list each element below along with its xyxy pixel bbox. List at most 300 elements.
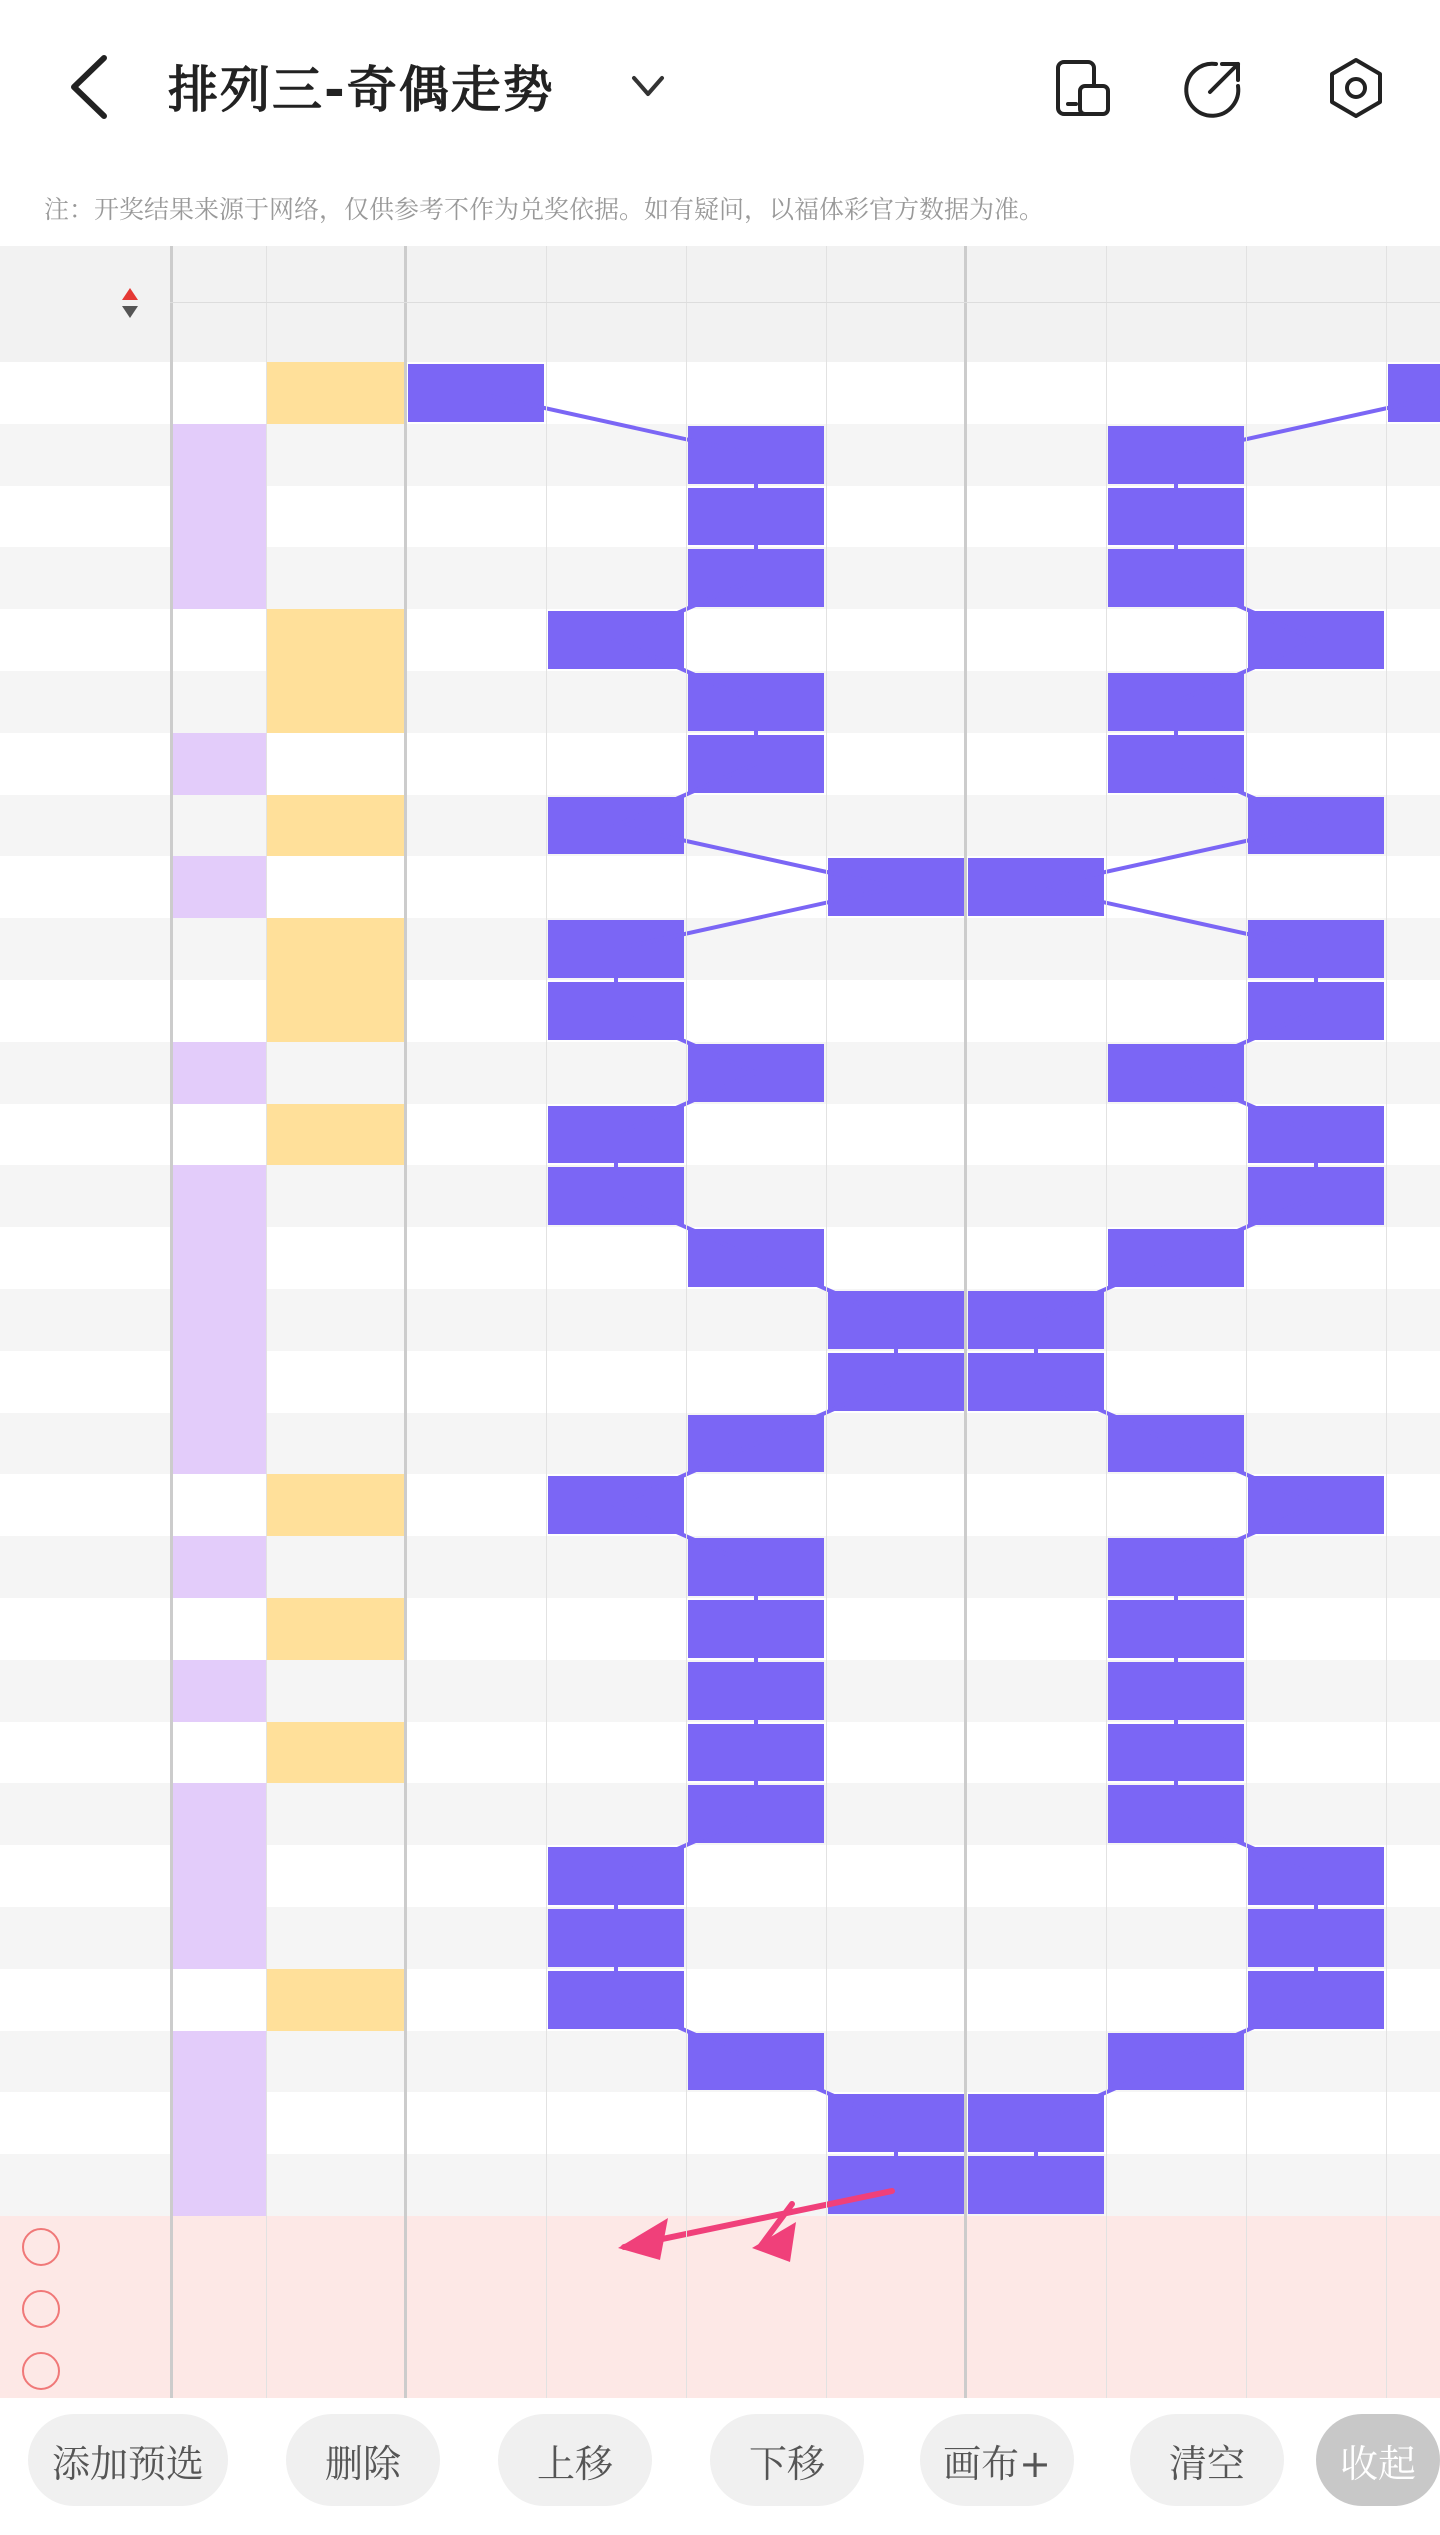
select-option[interactable] — [170, 2278, 266, 2340]
table-cell — [406, 1969, 546, 2031]
table-cell — [1106, 609, 1246, 671]
table-cell — [1246, 362, 1386, 424]
select-option[interactable] — [546, 2340, 686, 2398]
table-cell — [170, 671, 266, 733]
table-cell — [548, 797, 684, 855]
column-divider — [546, 246, 547, 2398]
table-cell — [170, 856, 266, 918]
period-cell — [0, 1351, 170, 1413]
table-cell — [1386, 1042, 1440, 1104]
table-cell — [406, 1413, 546, 1475]
table-cell — [546, 1351, 686, 1413]
table-cell — [1386, 1969, 1440, 2031]
table-cell — [546, 1289, 686, 1351]
period-cell — [0, 362, 170, 424]
table-cell — [170, 980, 266, 1042]
table-cell — [1386, 980, 1440, 1042]
table-cell — [1108, 1724, 1244, 1782]
table-cell — [1246, 1289, 1386, 1351]
share-icon[interactable] — [1182, 56, 1246, 120]
table-cell — [170, 1042, 266, 1104]
table-cell — [1108, 549, 1244, 607]
select-option[interactable] — [686, 2340, 826, 2398]
period-cell — [0, 1845, 170, 1907]
period-cell — [0, 856, 170, 918]
table-cell — [1108, 2033, 1244, 2091]
table-cell — [1386, 733, 1440, 795]
table-cell — [966, 424, 1106, 486]
table-cell — [826, 1227, 966, 1289]
table-cell — [1386, 1660, 1440, 1722]
table-cell — [408, 364, 544, 422]
trend-chart — [0, 246, 1440, 2398]
table-cell — [1246, 1227, 1386, 1289]
table-cell — [688, 2033, 824, 2091]
table-cell — [266, 671, 406, 733]
app-header — [0, 0, 1440, 224]
select-option[interactable] — [686, 2216, 826, 2278]
table-cell — [1386, 1351, 1440, 1413]
table-cell — [406, 1474, 546, 1536]
table-cell — [688, 1415, 824, 1473]
column-divider — [1246, 246, 1247, 2398]
table-cell — [406, 424, 546, 486]
table-cell — [1386, 856, 1440, 918]
table-cell — [170, 1289, 266, 1351]
column-header — [170, 302, 266, 362]
table-cell — [1386, 1783, 1440, 1845]
table-cell — [546, 1783, 686, 1845]
select-option[interactable] — [406, 2340, 546, 2398]
table-cell — [688, 1724, 824, 1782]
period-cell — [0, 980, 170, 1042]
back-icon[interactable] — [60, 52, 120, 122]
table-cell — [1106, 1907, 1246, 1969]
table-cell — [1246, 1536, 1386, 1598]
table-cell — [1386, 1907, 1440, 1969]
table-cell — [1386, 1413, 1440, 1475]
table-cell — [826, 795, 966, 857]
table-cell — [546, 1413, 686, 1475]
table-cell — [686, 1907, 826, 1969]
table-cell — [828, 2156, 964, 2214]
table-cell — [968, 2156, 1104, 2214]
table-cell — [266, 980, 406, 1042]
period-cell — [0, 2154, 170, 2216]
table-cell — [546, 856, 686, 918]
table-cell — [266, 609, 406, 671]
table-cell — [826, 1722, 966, 1784]
select-label[interactable] — [70, 2278, 160, 2340]
disclaimer-note: 注：开奖结果来源于网络，仅供参考不作为兑奖依据。如有疑问，以福体彩官方数据为准。 — [44, 195, 1045, 224]
period-cell — [0, 424, 170, 486]
table-cell — [688, 1600, 824, 1658]
table-cell — [266, 1907, 406, 1969]
table-cell — [1386, 2031, 1440, 2093]
column-header — [546, 302, 686, 362]
period-cell — [0, 733, 170, 795]
select-option[interactable] — [266, 2216, 406, 2278]
table-cell — [170, 733, 266, 795]
select-radio-icon[interactable] — [22, 2290, 60, 2328]
column-header — [266, 302, 406, 362]
table-cell — [966, 1845, 1106, 1907]
table-cell — [686, 980, 826, 1042]
table-cell — [966, 1722, 1106, 1784]
table-cell — [548, 1106, 684, 1164]
table-cell — [968, 858, 1104, 916]
table-cell — [546, 424, 686, 486]
table-cell — [170, 547, 266, 609]
select-option[interactable] — [266, 2340, 406, 2398]
table-cell — [1108, 1044, 1244, 1102]
select-option[interactable] — [546, 2216, 686, 2278]
select-option[interactable] — [266, 2278, 406, 2340]
table-cell — [546, 1536, 686, 1598]
table-cell — [170, 1845, 266, 1907]
table-cell — [170, 609, 266, 671]
table-cell — [266, 1474, 406, 1536]
table-cell — [406, 2154, 546, 2216]
table-cell — [266, 1042, 406, 1104]
table-cell — [266, 1104, 406, 1166]
column-divider — [826, 246, 827, 2398]
table-cell — [170, 1165, 266, 1227]
table-cell — [170, 362, 266, 424]
table-cell — [266, 1845, 406, 1907]
table-cell — [1106, 856, 1246, 918]
column-header — [826, 302, 966, 362]
table-cell — [826, 1845, 966, 1907]
table-cell — [1106, 1104, 1246, 1166]
table-cell — [546, 1042, 686, 1104]
table-cell — [686, 1474, 826, 1536]
table-cell — [826, 362, 966, 424]
table-cell — [170, 1598, 266, 1660]
table-cell — [686, 856, 826, 918]
table-cell — [688, 1785, 824, 1843]
period-cell — [0, 918, 170, 980]
table-cell — [1386, 1722, 1440, 1784]
table-cell — [170, 2092, 266, 2154]
table-cell — [826, 1536, 966, 1598]
settings-icon[interactable] — [1324, 56, 1388, 120]
table-cell — [686, 609, 826, 671]
collapse-button[interactable]: 收起 — [1316, 2414, 1440, 2506]
group-divider — [170, 246, 173, 2398]
clear-button[interactable]: 清空 — [1130, 2414, 1284, 2506]
table-cell — [826, 1969, 966, 2031]
table-cell — [686, 1104, 826, 1166]
table-cell — [266, 1165, 406, 1227]
table-cell — [966, 547, 1106, 609]
phone-rotate-icon[interactable] — [1050, 56, 1114, 120]
period-cell — [0, 1536, 170, 1598]
period-cell — [0, 1907, 170, 1969]
table-cell — [1386, 1165, 1440, 1227]
table-cell — [1248, 982, 1384, 1040]
delete-button[interactable]: 删除 — [286, 2414, 440, 2506]
page-title[interactable]: 排列三-奇偶走势 — [168, 61, 555, 119]
table-cell — [406, 547, 546, 609]
table-cell — [1246, 424, 1386, 486]
table-cell — [688, 735, 824, 793]
group-divider — [964, 246, 967, 2398]
select-option[interactable] — [966, 2278, 1106, 2340]
table-cell — [966, 1413, 1106, 1475]
table-cell — [170, 918, 266, 980]
table-cell — [406, 2092, 546, 2154]
table-cell — [170, 1660, 266, 1722]
table-cell — [966, 1474, 1106, 1536]
select-option[interactable] — [1386, 2340, 1440, 2398]
period-cell — [0, 1104, 170, 1166]
column-divider — [686, 246, 687, 2398]
table-cell — [1386, 609, 1440, 671]
table-cell — [266, 795, 406, 857]
select-option[interactable] — [406, 2216, 546, 2278]
table-cell — [686, 918, 826, 980]
select-option[interactable] — [1386, 2216, 1440, 2278]
table-cell — [1386, 424, 1440, 486]
table-cell — [1248, 1971, 1384, 2029]
table-cell — [826, 1907, 966, 1969]
table-cell — [170, 1969, 266, 2031]
select-label[interactable] — [70, 2340, 160, 2398]
table-cell — [1246, 1042, 1386, 1104]
table-cell — [406, 1227, 546, 1289]
table-cell — [266, 733, 406, 795]
table-cell — [966, 1969, 1106, 2031]
table-cell — [406, 1104, 546, 1166]
column-header — [1106, 302, 1246, 362]
table-cell — [266, 2154, 406, 2216]
period-cell — [0, 1598, 170, 1660]
select-option[interactable] — [170, 2340, 266, 2398]
table-cell — [406, 1351, 546, 1413]
select-option[interactable] — [1246, 2278, 1386, 2340]
select-label[interactable] — [70, 2216, 160, 2278]
period-cell — [0, 2092, 170, 2154]
table-cell — [966, 486, 1106, 548]
period-cell — [0, 486, 170, 548]
table-cell — [406, 1845, 546, 1907]
table-cell — [266, 547, 406, 609]
table-cell — [266, 1227, 406, 1289]
table-cell — [686, 1165, 826, 1227]
table-cell — [1246, 1598, 1386, 1660]
table-cell — [1108, 426, 1244, 484]
period-cell — [0, 1165, 170, 1227]
column-header — [406, 302, 546, 362]
table-cell — [406, 795, 546, 857]
table-cell — [828, 858, 964, 916]
table-cell — [1246, 2092, 1386, 2154]
column-header — [1246, 302, 1386, 362]
table-cell — [548, 1909, 684, 1967]
table-cell — [826, 918, 966, 980]
select-option[interactable] — [406, 2278, 546, 2340]
table-cell — [266, 486, 406, 548]
table-cell — [1386, 1104, 1440, 1166]
chevron-down-icon[interactable] — [628, 66, 668, 106]
table-cell — [546, 2031, 686, 2093]
table-cell — [966, 1660, 1106, 1722]
table-cell — [686, 362, 826, 424]
table-cell — [1106, 1474, 1246, 1536]
table-cell — [1248, 1167, 1384, 1225]
select-option[interactable] — [826, 2216, 966, 2278]
select-option[interactable] — [1106, 2216, 1246, 2278]
table-cell — [406, 609, 546, 671]
table-cell — [266, 1783, 406, 1845]
table-cell — [1106, 1351, 1246, 1413]
select-radio-icon[interactable] — [22, 2228, 60, 2266]
period-cell — [0, 795, 170, 857]
table-cell — [406, 1907, 546, 1969]
period-cell — [0, 1227, 170, 1289]
select-option[interactable] — [1246, 2216, 1386, 2278]
move-up-button[interactable]: 上移 — [498, 2414, 652, 2506]
table-cell — [1246, 1783, 1386, 1845]
select-option[interactable] — [170, 2216, 266, 2278]
period-cell — [0, 1474, 170, 1536]
period-cell — [0, 609, 170, 671]
table-cell — [686, 795, 826, 857]
add-preselect-button[interactable]: 添加预选 — [28, 2414, 228, 2506]
table-cell — [688, 1229, 824, 1287]
table-cell — [1106, 980, 1246, 1042]
period-cell — [0, 1969, 170, 2031]
select-option[interactable] — [966, 2216, 1106, 2278]
table-cell — [1106, 362, 1246, 424]
table-cell — [1106, 1165, 1246, 1227]
table-cell — [1106, 1845, 1246, 1907]
table-cell — [546, 547, 686, 609]
table-cell — [406, 1598, 546, 1660]
period-cell — [0, 1722, 170, 1784]
table-cell — [826, 1598, 966, 1660]
table-cell — [688, 488, 824, 546]
table-cell — [826, 1165, 966, 1227]
table-cell — [266, 1598, 406, 1660]
table-cell — [1246, 2154, 1386, 2216]
table-cell — [1106, 1969, 1246, 2031]
table-cell — [1108, 1662, 1244, 1720]
table-cell — [826, 2031, 966, 2093]
table-cell — [266, 1722, 406, 1784]
table-cell — [1108, 1415, 1244, 1473]
column-divider — [1386, 246, 1387, 2398]
table-cell — [266, 362, 406, 424]
table-cell — [406, 1042, 546, 1104]
select-option[interactable] — [686, 2278, 826, 2340]
table-cell — [266, 1289, 406, 1351]
table-cell — [406, 486, 546, 548]
select-option[interactable] — [966, 2340, 1106, 2398]
group-header — [170, 246, 406, 302]
table-cell — [170, 2154, 266, 2216]
table-cell — [688, 1662, 824, 1720]
table-cell — [1386, 1598, 1440, 1660]
table-cell — [966, 1598, 1106, 1660]
table-cell — [1386, 486, 1440, 548]
sort-icon[interactable] — [121, 286, 139, 324]
table-cell — [686, 2154, 826, 2216]
select-option[interactable] — [826, 2278, 966, 2340]
table-cell — [548, 1167, 684, 1225]
select-option[interactable] — [1386, 2278, 1440, 2340]
table-cell — [170, 1413, 266, 1475]
table-cell — [1386, 671, 1440, 733]
table-cell — [406, 1536, 546, 1598]
select-option[interactable] — [1246, 2340, 1386, 2398]
table-cell — [1248, 1909, 1384, 1967]
table-cell — [1248, 797, 1384, 855]
table-cell — [546, 1227, 686, 1289]
select-option[interactable] — [1106, 2278, 1246, 2340]
table-cell — [1248, 1847, 1384, 1905]
table-cell — [266, 1351, 406, 1413]
table-cell — [406, 1783, 546, 1845]
table-cell — [406, 1660, 546, 1722]
table-cell — [1106, 2154, 1246, 2216]
period-cell — [0, 1413, 170, 1475]
table-cell — [406, 1289, 546, 1351]
select-option[interactable] — [546, 2278, 686, 2340]
table-cell — [546, 1660, 686, 1722]
table-cell — [828, 2094, 964, 2152]
table-cell — [1386, 1474, 1440, 1536]
table-cell — [546, 2154, 686, 2216]
table-cell — [1246, 2031, 1386, 2093]
table-cell — [406, 1165, 546, 1227]
table-cell — [1386, 1536, 1440, 1598]
table-cell — [266, 2031, 406, 2093]
table-cell — [826, 1660, 966, 1722]
table-cell — [1388, 364, 1440, 422]
table-cell — [406, 980, 546, 1042]
column-divider — [1106, 246, 1107, 2398]
select-option[interactable] — [1106, 2340, 1246, 2398]
table-cell — [826, 733, 966, 795]
table-cell — [546, 486, 686, 548]
table-cell — [966, 1227, 1106, 1289]
table-cell — [406, 918, 546, 980]
table-cell — [966, 671, 1106, 733]
table-cell — [1246, 1722, 1386, 1784]
move-down-button[interactable]: 下移 — [710, 2414, 864, 2506]
table-cell — [546, 733, 686, 795]
table-cell — [1246, 547, 1386, 609]
table-cell — [688, 426, 824, 484]
table-cell — [170, 2031, 266, 2093]
table-cell — [1386, 1845, 1440, 1907]
select-radio-icon[interactable] — [22, 2352, 60, 2390]
table-cell — [266, 424, 406, 486]
select-option[interactable] — [826, 2340, 966, 2398]
table-cell — [1108, 1785, 1244, 1843]
bottom-toolbar — [0, 2398, 1440, 2535]
canvas-plus-button[interactable]: 画布+ — [920, 2414, 1074, 2506]
column-divider — [266, 246, 267, 2398]
column-header — [966, 302, 1106, 362]
table-cell — [966, 1165, 1106, 1227]
table-cell — [1386, 918, 1440, 980]
table-cell — [1386, 1289, 1440, 1351]
table-cell — [826, 547, 966, 609]
table-cell — [826, 1104, 966, 1166]
